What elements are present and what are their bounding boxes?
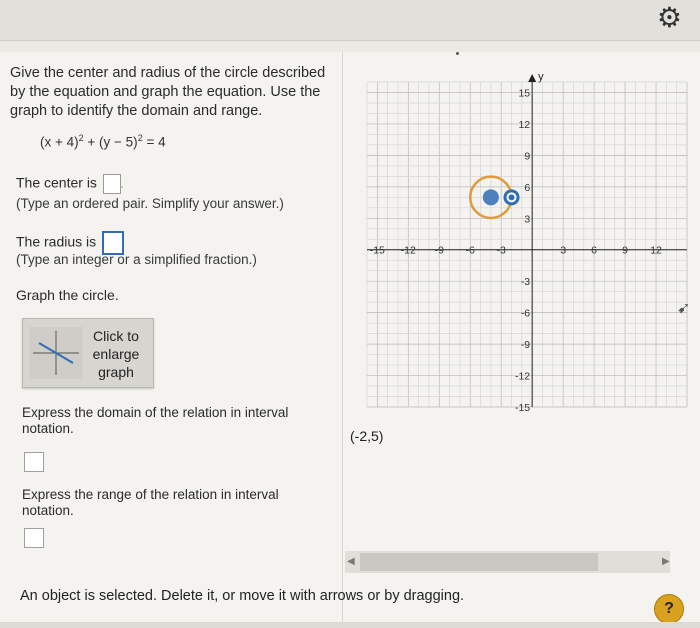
divider-dot — [456, 52, 459, 55]
y-tick-label: -3 — [520, 276, 531, 289]
center-label: The center is — [16, 174, 97, 191]
equation-term-x: (x + 4) — [40, 134, 79, 150]
x-tick-label: -9 — [434, 244, 444, 257]
gear-icon[interactable]: ⚙ — [656, 2, 682, 33]
x-tick-label: 12 — [650, 244, 662, 257]
y-tick-label: -6 — [520, 307, 531, 320]
top-bar — [0, 0, 700, 41]
x-tick-label: 6 — [591, 244, 598, 257]
enlarge-graph-button[interactable] — [22, 318, 154, 388]
domain-prompt: Express the domain of the relation in interval notation. — [22, 405, 289, 436]
y-tick-label: -12 — [514, 370, 531, 383]
equation-exponent: 2 — [137, 133, 143, 143]
equation-exponent: 2 — [78, 133, 84, 143]
x-tick-label: 9 — [622, 244, 628, 257]
equation-rhs: = 4 — [142, 134, 166, 150]
graph-instruction: Graph the circle. — [16, 287, 119, 303]
y-tick-label: 9 — [524, 150, 531, 163]
x-tick-label: 3 — [560, 244, 567, 257]
circle-edge-point-core — [509, 194, 515, 200]
radius-hint: (Type an integer or a simplified fraction.) — [16, 252, 257, 267]
selected-point-coordinates: (-2,5) — [350, 428, 384, 444]
graph-thumbnail-icon — [29, 327, 83, 379]
x-tick-label: -12 — [400, 244, 416, 257]
x-tick-label: -3 — [496, 244, 506, 257]
range-prompt: Express the range of the relation in interval notation. — [22, 487, 279, 518]
center-input[interactable] — [103, 174, 121, 194]
scroll-right-arrow-icon[interactable]: ▶ — [662, 556, 670, 567]
equation-term-y: + (y − 5) — [83, 134, 138, 150]
help-button[interactable]: ? — [654, 594, 684, 624]
center-row: The center is . — [16, 174, 123, 194]
range-input[interactable] — [24, 528, 44, 548]
mouse-cursor-icon: ➹ — [677, 300, 691, 317]
y-axis-arrow-icon — [528, 74, 536, 82]
bottom-edge — [0, 622, 700, 628]
y-tick-label: -9 — [520, 339, 531, 352]
circle-center-point[interactable] — [483, 189, 499, 205]
y-tick-label: 6 — [524, 181, 531, 194]
status-message: An object is selected. Delete it, or move it with arrows or by dragging. — [20, 588, 465, 604]
coordinate-graph[interactable] — [362, 72, 692, 412]
y-tick-label: 12 — [518, 118, 531, 131]
scrollbar-thumb[interactable] — [360, 553, 598, 571]
y-tick-label: 3 — [524, 213, 531, 226]
y-tick-label: 15 — [518, 87, 531, 100]
scroll-left-arrow-icon[interactable]: ◀ — [347, 556, 355, 567]
domain-input[interactable] — [24, 452, 44, 472]
y-tick-label: -15 — [514, 402, 531, 412]
x-tick-label: -6 — [465, 244, 475, 257]
center-hint: (Type an ordered pair. Simplify your answer.) — [16, 196, 284, 211]
x-tick-label: -15 — [369, 244, 385, 257]
enlarge-graph-label: Click to enlarge graph — [92, 328, 140, 380]
y-axis-label: y — [538, 72, 544, 83]
question-prompt: Give the center and radius of the circle described by the equation and graph the equation. Use the graph to identify the domain and range. — [10, 65, 326, 119]
radius-label: The radius is — [16, 233, 97, 250]
circle-equation — [40, 133, 166, 150]
